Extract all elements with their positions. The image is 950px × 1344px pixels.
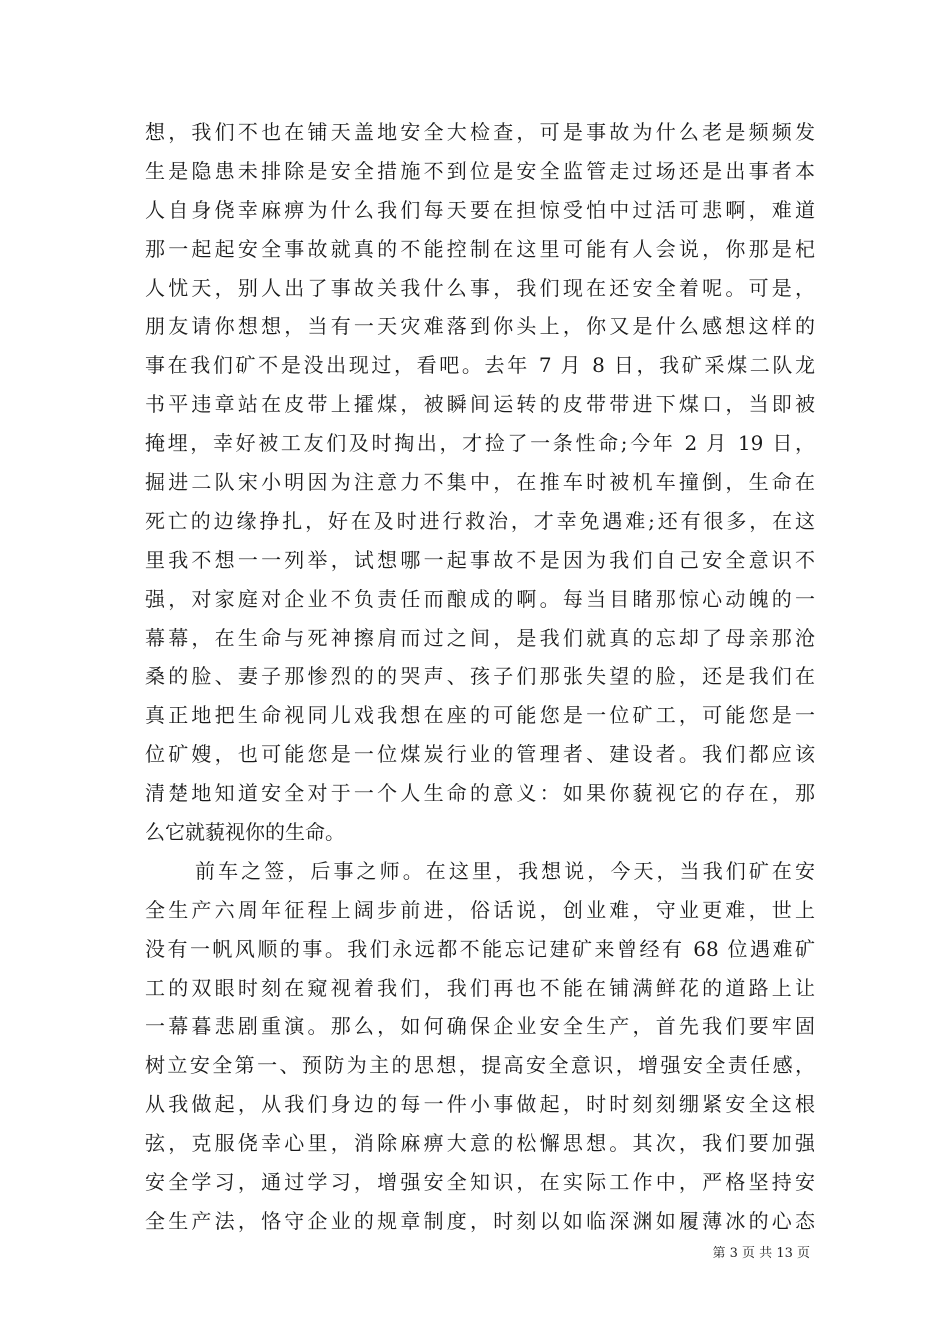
text-line: 朋友请你想想，当有一天灾难落到你头上，你又是什么感想这样的 (145, 314, 815, 339)
text-line: 桑的脸、妻子那惨烈的的哭声、孩子们那张失望的脸，还是我们在 (145, 664, 815, 689)
text-line: 死亡的边缘挣扎，好在及时进行救治，才幸免遇难;还有很多，在这 (145, 508, 815, 533)
text-line: 掘进二队宋小明因为注意力不集中，在推车时被机车撞倒，生命在 (145, 470, 815, 495)
text-line: 想，我们不也在铺天盖地安全大检查，可是事故为什么老是频频发 (145, 120, 815, 144)
text-line: 位矿嫂，也可能您是一位煤炭行业的管理者、建设者。我们都应该 (145, 742, 815, 767)
text-line: 没有一帆风顺的事。我们永远都不能忘记建矿来曾经有 68 位遇难矿 (145, 936, 815, 961)
text-line: 弦，克服侥幸心里，消除麻痹大意的松懈思想。其次，我们要加强 (145, 1131, 815, 1156)
page-number: 第 3 页 共 13 页 (712, 1246, 810, 1261)
text-line: 掩埋，幸好被工友们及时掏出，才捡了一条性命;今年 2 月 19 日， (145, 431, 815, 456)
text-line: 树立安全第一、预防为主的思想，提高安全意识，增强安全责任感， (145, 1053, 815, 1078)
text-line: 清楚地知道安全对于一个人生命的意义：如果你藐视它的存在，那 (145, 781, 815, 806)
text-line: 书平违章站在皮带上攉煤，被瞬间运转的皮带带进下煤口，当即被 (145, 392, 815, 417)
text-line: 那一起起安全事故就真的不能控制在这里可能有人会说，你那是杞 (145, 236, 815, 261)
text-line: 么它就藐视你的生命。 (145, 820, 345, 845)
text-line: 强，对家庭对企业不负责任而酿成的啊。每当目睹那惊心动魄的一 (145, 586, 815, 611)
paragraph-2 (145, 852, 815, 1241)
text-line: 安全学习，通过学习，增强安全知识，在实际工作中，严格坚持安 (145, 1170, 815, 1195)
text-line: 全生产法，恪守企业的规章制度，时刻以如临深渊如履薄冰的心态 (145, 1208, 815, 1233)
document-body (145, 113, 815, 1241)
text-line: 里我不想一一列举，试想哪一起事故不是因为我们自己安全意识不 (145, 547, 815, 572)
text-line: 从我做起，从我们身边的每一件小事做起，时时刻刻绷紧安全这根 (145, 1092, 815, 1117)
text-line: 一幕暮悲剧重演。那么，如何确保企业安全生产，首先我们要牢固 (145, 1014, 815, 1039)
text-line: 幕幕，在生命与死神擦肩而过之间，是我们就真的忘却了母亲那沧 (145, 625, 815, 650)
text-line: 生是隐患未排除是安全措施不到位是安全监管走过场还是出事者本 (145, 158, 815, 183)
text-line: 人自身侥幸麻痹为什么我们每天要在担惊受怕中过活可悲啊，难道 (145, 197, 815, 222)
text-line: 真正地把生命视同儿戏我想在座的可能您是一位矿工，可能您是一 (145, 703, 815, 728)
text-line: 工的双眼时刻在窥视着我们，我们再也不能在铺满鲜花的道路上让 (145, 975, 815, 1000)
text-line: 人忧天，别人出了事故关我什么事，我们现在还安全着呢。可是， (145, 275, 815, 300)
paragraph-1 (145, 113, 815, 852)
text-line: 全生产六周年征程上阔步前进，俗话说，创业难，守业更难，世上 (145, 897, 815, 922)
text-line: 事在我们矿不是没出现过，看吧。去年 7 月 8 日，我矿采煤二队龙 (145, 353, 815, 378)
text-line: 前车之签，后事之师。在这里，我想说，今天，当我们矿在安 (195, 858, 815, 883)
